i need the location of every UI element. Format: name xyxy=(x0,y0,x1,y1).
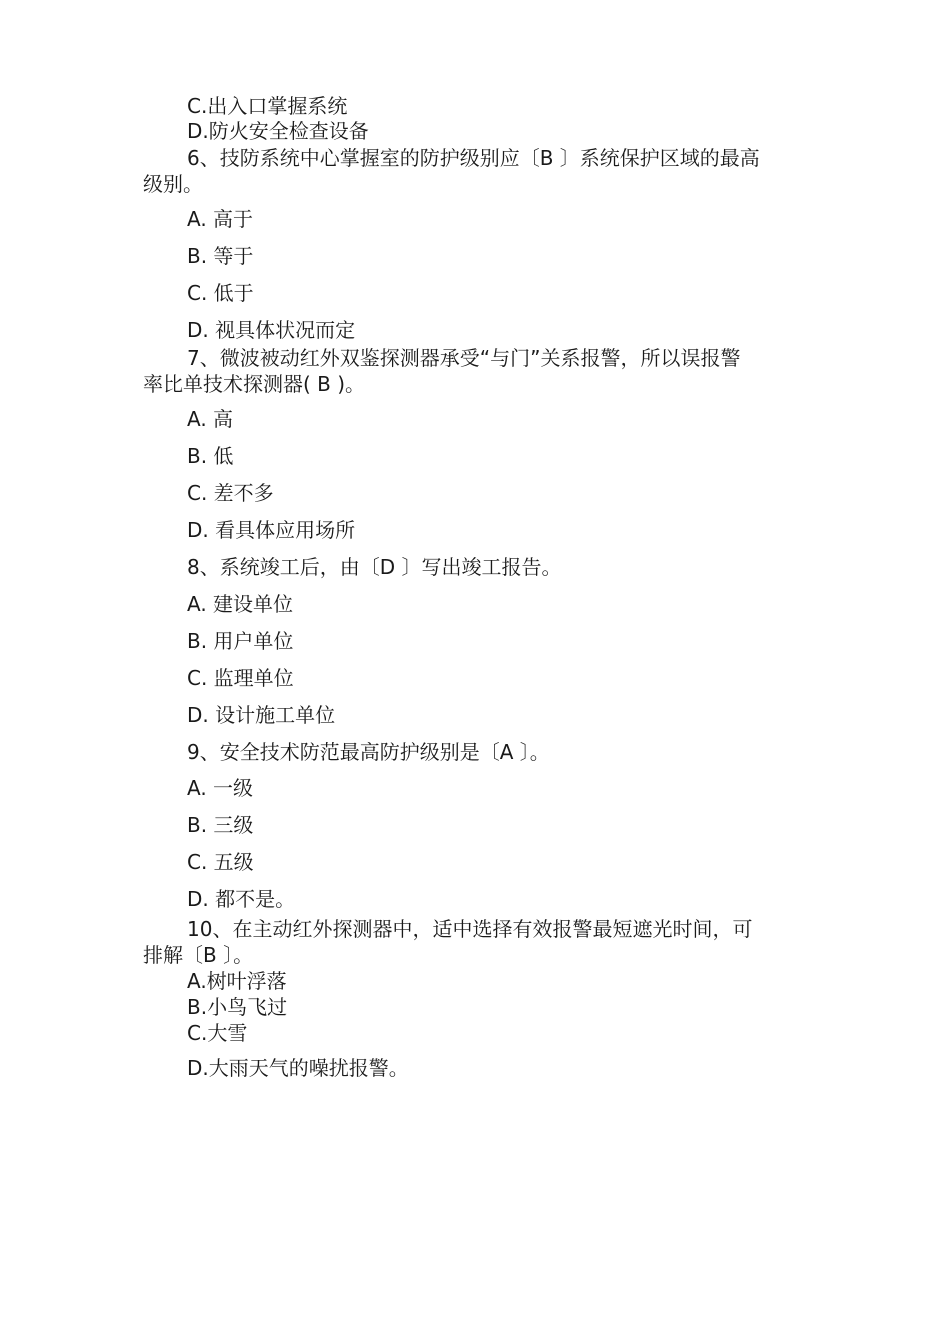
q7-option-c: C. 差不多 xyxy=(187,481,274,505)
q7-option-d: D. 看具体应用场所 xyxy=(187,518,356,542)
q5-option-c: C.出入口掌握系统 xyxy=(187,94,348,118)
q7-stem: 7、微波被动红外双鉴探测器承受“与门”关系报警，所以误报警 xyxy=(187,346,741,370)
q8-option-d: D. 设计施工单位 xyxy=(187,703,336,727)
q7-stem-cont: 率比单技术探测器( B )。 xyxy=(143,372,366,396)
q9-option-c: C. 五级 xyxy=(187,850,254,874)
q9-option-a: A. 一级 xyxy=(187,776,254,800)
q10-stem: 10、在主动红外探测器中，适中选择有效报警最短遮光时间，可 xyxy=(187,917,753,941)
q10-option-c: C.大雪 xyxy=(187,1021,248,1045)
q8-stem: 8、系统竣工后，由〔D 〕写出竣工报告。 xyxy=(187,555,562,579)
q6-option-d: D. 视具体状况而定 xyxy=(187,318,356,342)
q10-option-d: D.大雨天气的噪扰报警。 xyxy=(187,1056,409,1080)
q6-option-b: B. 等于 xyxy=(187,244,254,268)
q6-stem: 6、技防系统中心掌握室的防护级别应〔B 〕系统保护区域的最高 xyxy=(187,146,760,170)
q9-option-b: B. 三级 xyxy=(187,813,254,837)
q8-option-c: C. 监理单位 xyxy=(187,666,294,690)
q7-option-a: A. 高 xyxy=(187,407,234,431)
q10-stem-cont: 排解〔B 〕。 xyxy=(143,943,254,967)
q9-stem: 9、安全技术防范最高防护级别是〔A 〕。 xyxy=(187,740,550,764)
q7-option-b: B. 低 xyxy=(187,444,234,468)
q6-stem-cont: 级别。 xyxy=(143,172,203,196)
q5-option-d: D.防火安全检查设备 xyxy=(187,119,369,143)
q8-option-b: B. 用户单位 xyxy=(187,629,294,653)
q6-option-c: C. 低于 xyxy=(187,281,254,305)
q8-option-a: A. 建设单位 xyxy=(187,592,294,616)
q9-option-d: D. 都不是。 xyxy=(187,887,296,911)
q10-option-b: B.小鸟飞过 xyxy=(187,995,288,1019)
q6-option-a: A. 高于 xyxy=(187,207,254,231)
q10-option-a: A.树叶浮落 xyxy=(187,969,287,993)
